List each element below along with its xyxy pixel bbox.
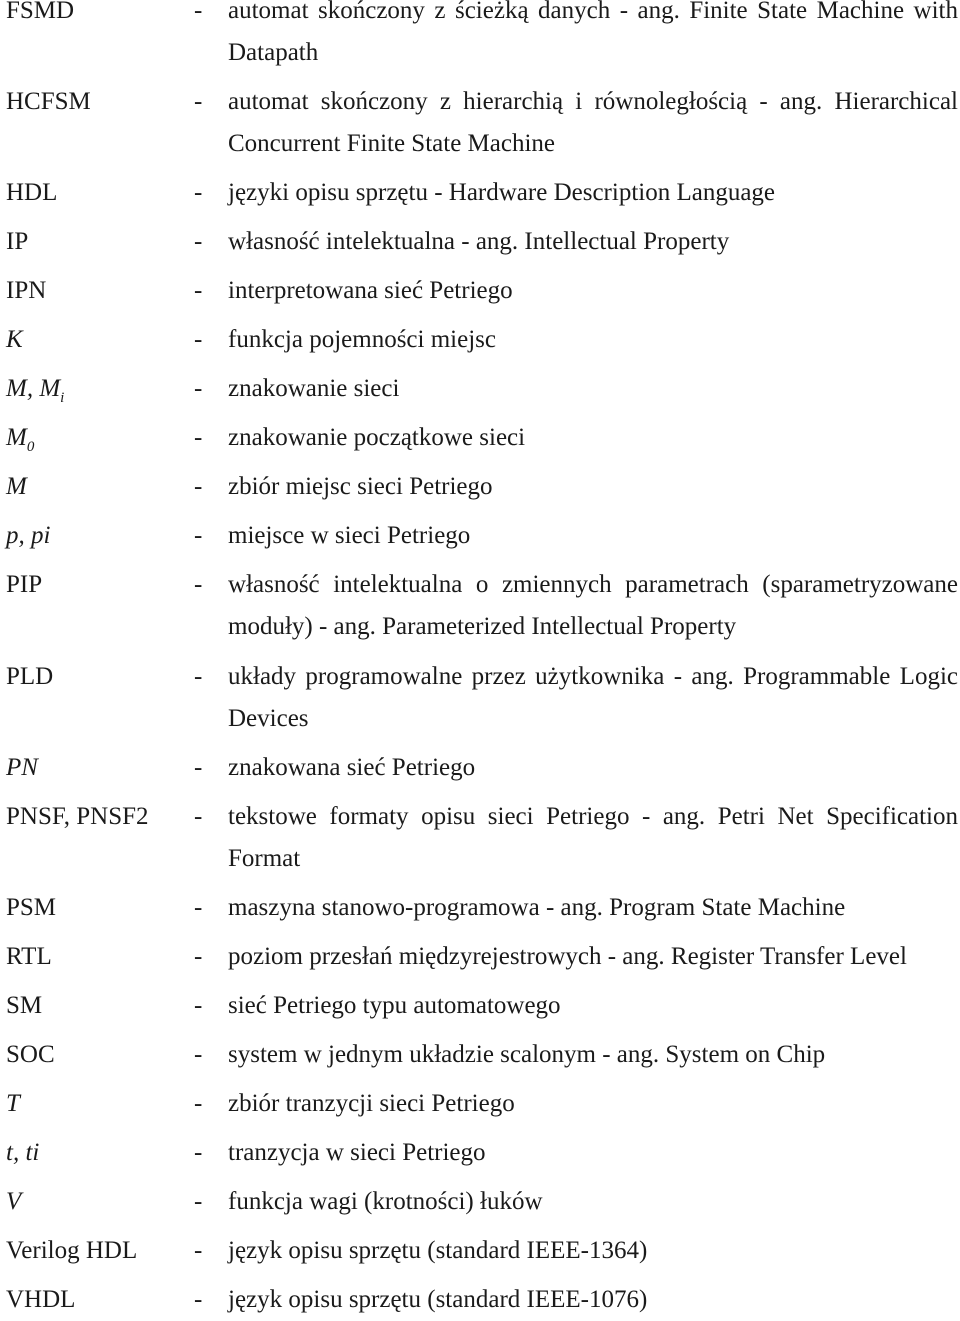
separator-dash: - <box>194 1139 203 1166</box>
separator-dash: - <box>194 326 203 353</box>
glossary-definition: automat skończony z ścieżką danych - ang. Finite State Machine with Datapath <box>228 0 958 66</box>
glossary-term: FSMD <box>6 0 75 24</box>
glossary-definition: znakowana sieć Petriego <box>228 754 476 781</box>
glossary-definition: sieć Petriego typu automatowego <box>228 992 561 1019</box>
separator-dash: - <box>194 473 203 500</box>
glossary-term: SOC <box>6 1041 55 1068</box>
separator-dash: - <box>194 1090 203 1117</box>
glossary-definition: system w jednym układzie scalonym - ang. System on Chip <box>228 1041 826 1068</box>
glossary-definition: znakowanie sieci <box>228 375 400 402</box>
glossary-term: HCFSM <box>6 88 91 115</box>
glossary-term <box>6 368 64 410</box>
separator-dash: - <box>194 992 203 1019</box>
glossary-term: t, ti <box>6 1139 40 1166</box>
glossary-term: VHDL <box>6 1286 76 1313</box>
glossary-definition: funkcja pojemności miejsc <box>228 326 496 353</box>
glossary-term: V <box>6 1188 22 1215</box>
glossary-definition: język opisu sprzętu (standard IEEE-1076) <box>228 1286 648 1313</box>
separator-dash: - <box>194 754 203 781</box>
glossary-definition: znakowanie początkowe sieci <box>228 424 526 451</box>
glossary-term-text: M, M <box>6 375 61 402</box>
glossary-definition: poziom przesłań międzyrejestrowych - ang. Register Transfer Level <box>228 943 907 970</box>
separator-dash: - <box>194 1041 203 1068</box>
glossary-definition: automat skończony z hierarchią i równoległością - ang. Hierarchical Concurrent Finite State Machine <box>228 88 958 157</box>
glossary-term: K <box>6 326 23 353</box>
glossary-definition: zbiór miejsc sieci Petriego <box>228 473 493 500</box>
separator-dash: - <box>194 943 203 970</box>
separator-dash: - <box>194 803 203 830</box>
separator-dash: - <box>194 1188 203 1215</box>
separator-dash: - <box>194 571 203 598</box>
glossary-definition: maszyna stanowo-programowa - ang. Program State Machine <box>228 894 846 921</box>
separator-dash: - <box>194 88 203 115</box>
glossary-definition: tekstowe formaty opisu sieci Petriego - ang. Petri Net Specification Format <box>228 803 958 872</box>
glossary-definition: układy programowalne przez użytkownika - ang. Programmable Logic Devices <box>228 663 958 732</box>
glossary-definition: miejsce w sieci Petriego <box>228 522 471 549</box>
glossary-term: IP <box>6 228 29 255</box>
glossary-term: PN <box>6 754 38 781</box>
separator-dash: - <box>194 0 203 24</box>
glossary-definition: tranzycja w sieci Petriego <box>228 1139 486 1166</box>
separator-dash: - <box>194 375 203 402</box>
separator-dash: - <box>194 663 203 690</box>
separator-dash: - <box>194 277 203 304</box>
glossary-term: T <box>6 1090 20 1117</box>
glossary-term: PSM <box>6 894 57 921</box>
glossary-term-subscript: 0 <box>26 439 35 455</box>
glossary-term: M <box>6 473 27 500</box>
separator-dash: - <box>194 522 203 549</box>
glossary-term: PIP <box>6 571 43 598</box>
separator-dash: - <box>194 179 203 206</box>
glossary-definition: interpretowana sieć Petriego <box>228 277 513 304</box>
glossary-term-text: M <box>6 424 27 451</box>
glossary-term: RTL <box>6 943 52 970</box>
glossary-term: p, pi <box>6 522 51 549</box>
glossary-term: PLD <box>6 663 54 690</box>
glossary-term <box>6 417 34 459</box>
separator-dash: - <box>194 228 203 255</box>
separator-dash: - <box>194 1286 203 1313</box>
glossary-definition: własność intelektualna o zmiennych parametrach (sparametryzowane moduły) - ang. Parameterized Intellectual Property <box>228 571 958 640</box>
glossary-term-subscript: i <box>60 390 65 406</box>
glossary-definition: własność intelektualna - ang. Intellectual Property <box>228 228 730 255</box>
glossary-term: PNSF, PNSF2 <box>6 803 149 830</box>
glossary-term: Verilog HDL <box>6 1237 138 1264</box>
glossary-term: IPN <box>6 277 47 304</box>
glossary-term: HDL <box>6 179 58 206</box>
glossary-definition: funkcja wagi (krotności) łuków <box>228 1188 543 1215</box>
glossary-definition: zbiór tranzycji sieci Petriego <box>228 1090 515 1117</box>
separator-dash: - <box>194 1237 203 1264</box>
glossary-definition: języki opisu sprzętu - Hardware Description Language <box>228 179 776 206</box>
glossary-definition: język opisu sprzętu (standard IEEE-1364) <box>228 1237 648 1264</box>
separator-dash: - <box>194 894 203 921</box>
glossary-term: SM <box>6 992 43 1019</box>
separator-dash: - <box>194 424 203 451</box>
